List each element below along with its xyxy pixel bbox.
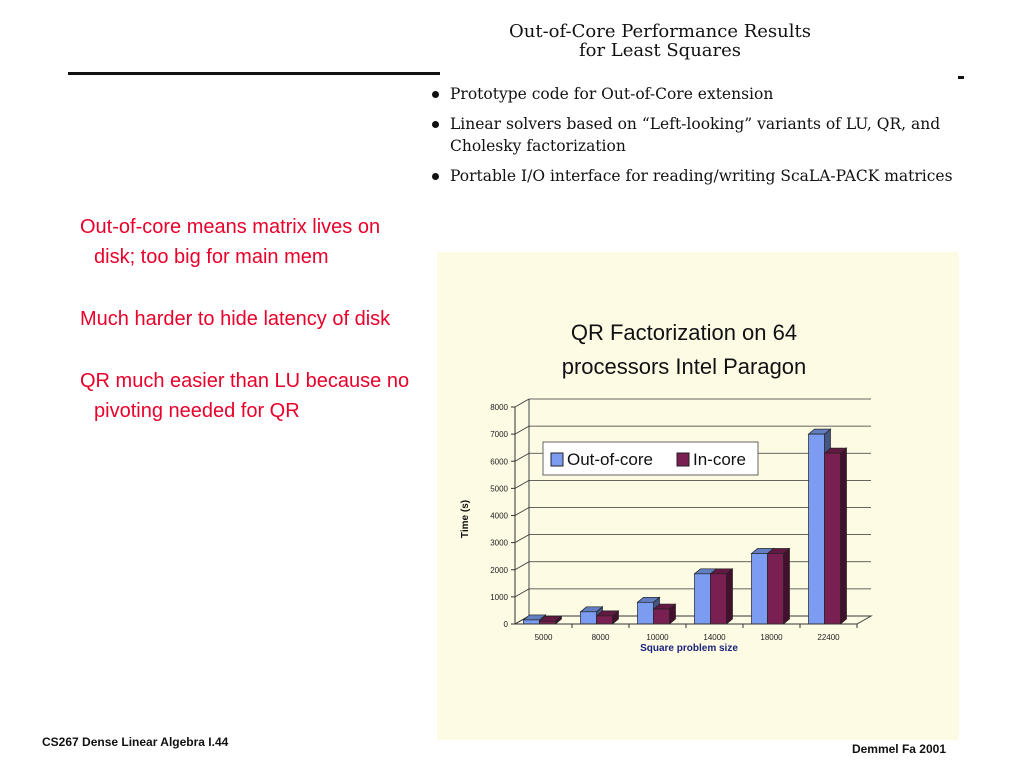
bar-in-core (711, 574, 727, 624)
x-tick-label: 5000 (534, 633, 553, 642)
bullet-item (430, 113, 960, 157)
bar-out-of-core (638, 602, 654, 624)
y-tick-label: 7000 (490, 430, 508, 440)
legend-label-in-core: In-core (693, 450, 746, 469)
note-out-of-core: Out-of-core means matrix lives on disk; too big for main mem (80, 216, 381, 268)
y-tick-label: 5000 (490, 484, 508, 494)
x-tick-label: 18000 (760, 633, 783, 642)
footer-author: Demmel Fa 2001 (851, 742, 946, 756)
bullet-text: Linear solvers based on “Left-looking” variants of LU, QR, and Cholesky factorization (450, 115, 941, 155)
bullet-item (430, 165, 960, 187)
bar-side (784, 548, 790, 624)
chart-title-line2: processors Intel Paragon (561, 354, 807, 379)
title-rule-end (958, 76, 964, 79)
slide-title-line2: for Least Squares (578, 40, 742, 61)
speaker-notes (80, 212, 410, 458)
y-tick-label: 1000 (490, 592, 508, 602)
x-tick-label: 10000 (646, 633, 669, 642)
qr-factorization-chart (437, 252, 959, 740)
y-tick-label: 4000 (490, 511, 508, 521)
note-latency: Much harder to hide latency of disk (80, 308, 391, 330)
x-tick-label: 8000 (591, 633, 610, 642)
y-gridline-side (515, 453, 529, 461)
y-gridline-side (515, 589, 529, 597)
bar-in-core (597, 616, 613, 624)
y-gridline-side (515, 480, 529, 488)
y-tick-label: 3000 (490, 538, 508, 548)
bar-side (727, 569, 733, 624)
y-tick-label: 2000 (490, 565, 508, 575)
bullet-dot-icon (432, 91, 439, 98)
bullet-dot-icon (432, 121, 439, 128)
legend-swatch-in-core (677, 453, 689, 466)
chart-legend (543, 442, 758, 475)
y-gridline-side (515, 508, 529, 516)
bar-out-of-core (695, 574, 711, 624)
bar-in-core (654, 609, 670, 624)
bar-in-core (768, 553, 784, 624)
slide-title-line1: Out-of-Core Performance Results (509, 21, 811, 42)
bullet-item (430, 83, 960, 105)
bullet-text: Portable I/O interface for reading/writing ScaLA-PACK matrices (450, 167, 953, 185)
y-gridline-side (515, 562, 529, 570)
bar-side (841, 448, 847, 624)
bar-out-of-core (524, 620, 540, 624)
slide-title (440, 22, 880, 60)
x-axis-label: Square problem size (640, 643, 738, 654)
note-qr-vs-lu: QR much easier than LU because no pivoting needed for QR (80, 370, 410, 422)
y-gridline-side (515, 426, 529, 434)
bar-in-core (825, 453, 841, 624)
title-rule (68, 72, 440, 75)
legend-label-out-of-core: Out-of-core (567, 450, 653, 469)
y-axis-label: Time (s) (460, 499, 471, 539)
chart-title-line1: QR Factorization on 64 (570, 320, 798, 345)
chart-panel (437, 252, 959, 740)
bullet-text: Prototype code for Out-of-Core extension (450, 85, 774, 103)
bar-out-of-core (752, 553, 768, 624)
y-tick-label: 8000 (490, 403, 508, 412)
y-tick-label: 6000 (490, 457, 508, 467)
y-gridline-side (515, 535, 529, 543)
legend-swatch-out-of-core (551, 453, 563, 466)
bullet-dot-icon (432, 173, 439, 180)
bullet-list (430, 83, 960, 195)
y-gridline-side (515, 399, 529, 407)
x-tick-label: 14000 (703, 633, 726, 642)
y-tick-label: 0 (503, 620, 508, 629)
x-tick-label: 22400 (817, 633, 840, 642)
bar-out-of-core (581, 612, 597, 624)
bar-out-of-core (809, 434, 825, 624)
footer-course: CS267 Dense Linear Algebra I.44 (42, 735, 229, 749)
